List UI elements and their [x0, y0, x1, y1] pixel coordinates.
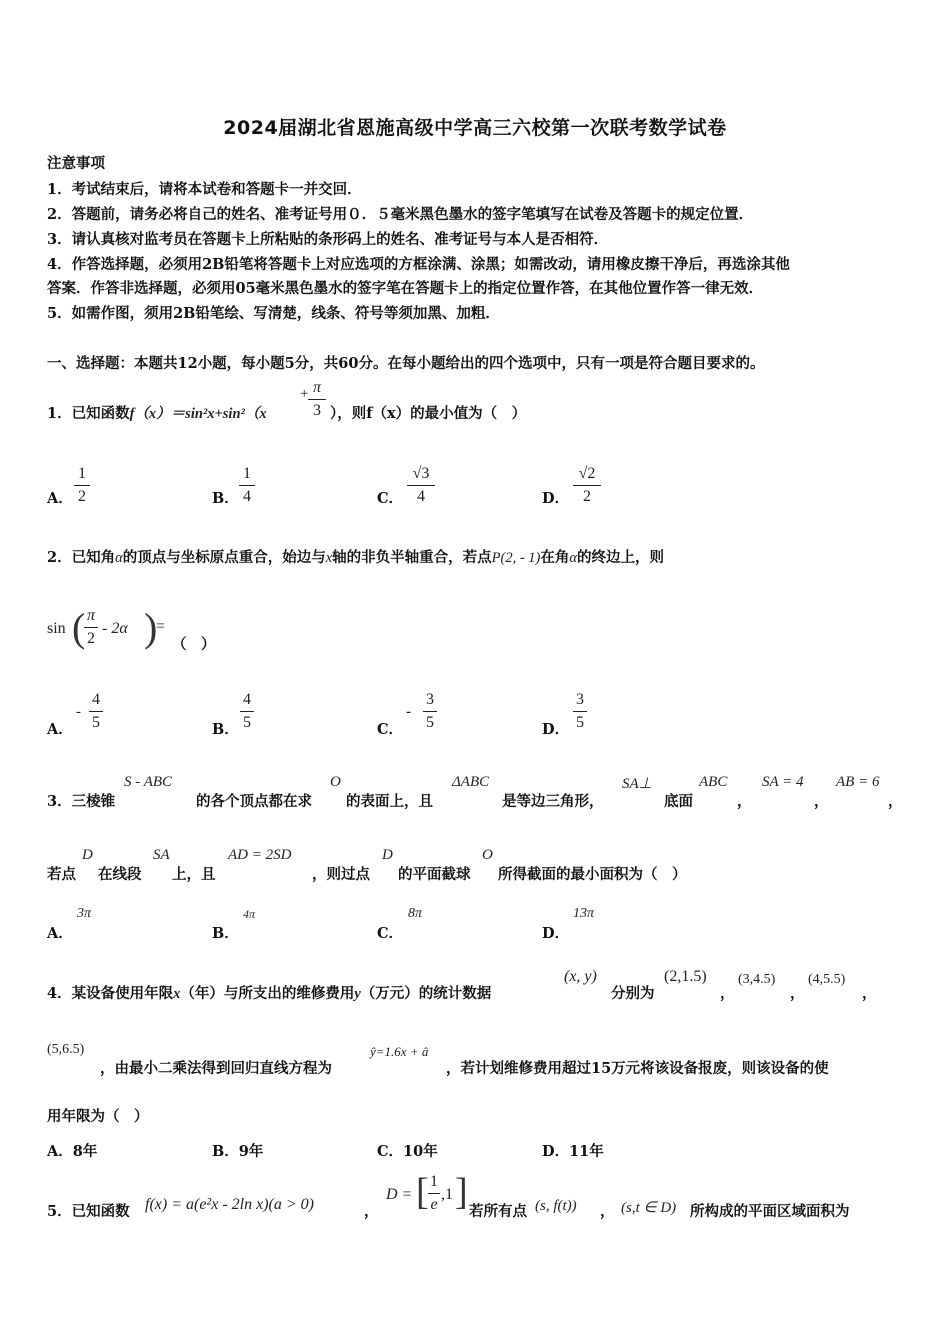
- q1-prefix: 1．已知函数: [47, 405, 130, 422]
- q1-three: 3: [313, 402, 321, 419]
- q3-option-c-label: C．: [377, 925, 404, 942]
- q3-base: ABC: [699, 774, 728, 790]
- q5-function: f(x) = a(e²x - 2ln x)(a > 0): [145, 1196, 314, 1213]
- q1-pi-over-3: [308, 378, 326, 421]
- q5-one-over-e: 1 e: [430, 1173, 438, 1213]
- q3-pyramid: S - ABC: [124, 774, 173, 790]
- q1-suffix: ），则f（x）的最小值为（ ）: [330, 405, 527, 422]
- q4-option-b: B．9年: [212, 1143, 264, 1160]
- q4-option-d: D．11年: [542, 1143, 604, 1160]
- notes-heading: 注意事项: [47, 155, 105, 172]
- q2-option-a-label: A．: [47, 721, 73, 738]
- q1-option-b-label: B．: [212, 490, 239, 507]
- q5-point: (s, f(t)): [535, 1198, 577, 1214]
- q2-blank: （ ）: [172, 636, 216, 653]
- page-title: 2024届湖北省恩施高级中学高三六校第一次联考数学试卷: [223, 117, 727, 139]
- q5-domain: D =: [386, 1186, 413, 1203]
- question-3: 3．三棱锥: [47, 793, 116, 810]
- q3-option-d-label: D．: [542, 925, 570, 942]
- point-p: P(2, - 1): [491, 550, 541, 566]
- note-item: 答案．作答非选择题，必须用05毫米黑色墨水的签字笔在答题卡上的指定位置作答，在其他位置作答一律无效．: [47, 280, 764, 297]
- q2-option-c-sign: -: [406, 704, 411, 720]
- note-item: 5．如需作图，须用2B铅笔绘、写清楚，线条、符号等须加黑、加粗．: [47, 305, 500, 322]
- q4-option-a: A．8年: [47, 1143, 98, 1160]
- q3-option-d-value: 13π: [573, 906, 595, 921]
- q3-option-b-label: B．: [212, 925, 239, 942]
- q3-ab-length: AB = 6: [836, 774, 880, 790]
- q1-option-a-value: 1 2: [74, 464, 90, 507]
- q2-equals: =: [156, 618, 166, 635]
- q2-sin: sin: [47, 620, 66, 637]
- q2-option-d-value: 3 5: [573, 690, 587, 733]
- q4-xy-pair: (x, y): [564, 968, 597, 985]
- question-2: 2．已知角α的顶点与坐标原点重合，始边与x轴的非负半轴重合，若点P(2, - 1)在角α的终边上，则: [47, 549, 664, 566]
- q3-option-c-value: 8π: [408, 906, 423, 921]
- q3-triangle: ΔABC: [452, 774, 490, 790]
- question-4: 4．某设备使用年限x（年）与所支出的维修费用y（万元）的统计数据: [47, 985, 492, 1002]
- note-item: 3．请认真核对监考员在答题卡上所粘贴的条形码上的姓名、准考证号与本人是否相符．: [47, 231, 609, 248]
- q3-perp: SA⊥: [622, 776, 652, 792]
- q2-option-c-value: 3 5: [423, 690, 437, 733]
- question-5: 5．已知函数: [47, 1203, 130, 1220]
- q4-data-point: (4,5.5): [808, 972, 846, 987]
- q2-option-c-label: C．: [377, 721, 404, 738]
- q1-plus: +: [300, 386, 309, 402]
- q3-option-a-value: 3π: [77, 906, 92, 921]
- q1-option-a-label: A．: [47, 490, 73, 507]
- q4-option-c: C．10年: [377, 1143, 438, 1160]
- note-item: 2．答题前，请务必将自己的姓名、准考证号用０．５毫米黑色墨水的签字笔填写在试卷及答题卡的规定位置．: [47, 206, 754, 223]
- q4-data-point: (3,4.5): [738, 972, 776, 987]
- exam-page: 2024届湖北省恩施高级中学高三六校第一次联考数学试卷 注意事项 1．考试结束后，请将本试卷和答题卡一并交回． 2．答题前，请务必将自己的姓名、准考证号用０．５毫米黑色墨水的签字笔填写在试卷及答题卡的规定位置． 3．请认真核对监考员在答题卡上所粘贴的条形码上的姓名、准考证号与本人是否相符． 4．作答选择题，必须用2B铅笔将答题卡上对应选项的方框涂满、涂黑；如需改动，请用橡皮擦干净后，再选涂其他 答案．作答非选择题，必须用05毫米黑色墨水的签字笔在答题卡上的指定位置作答，在其他位置作答一律无效． 5．如需作图，须用2B铅笔绘、写清楚，线条、符号等须加黑、加粗． 一、选择题：本题共12小题，每小题5分，共60分。在每小题给出的四个选项中，只有一项是符合题目要求的。 1．已知函数f（x）＝sin²x+sin²（x π 3 + ），则f（x）的最小值为（ ） A． 1 2 B． 1 4 C． √3 4 D． √2 2 2．已知角α的顶点与坐标原点重合，始边与x轴的非负半轴重合，若点P(2, - 1)在角α的终边上，则 sin ( π 2 - 2α ) = （ ） A． - 4 5 B． 4 5 C． - 3 5 D． 3 5 3．三棱锥 S - ABC 的各个顶点都在求 O 的表面上，且 ΔABC 是等边三角形， SA⊥ 底面 ABC ， SA = 4 ， AB = 6 ， 若点 D 在线段 SA 上，且 AD = 2SD ，则过点 D 的平面截球 O 所得截面的最小面积为（ ） A． 3π B． 4π C． 8π D． 13π 4．某设备使用年限x（年）与所支出的维修费用y（万元）的统计数据 (x, y) 分别为 (2,1.5) ， (3,4.5) ， (4,5.5) ， (5,6.5) ，由最小二乘法得到回归直线方程为 ŷ=1.6x + â ，若计划维修费用超过15万元将该设备报废，则该设备的使 用年限为（ ） A．8年 B．9年 C．10年 D．11年 5．已知函数 f(x) = a(e²x - 2ln x)(a > 0) ， D = [ 1 e ,1 ] 若所有点 (s, f(t)) ， (s,t ∈ D) 所构成的平面区域面积为: [0, 0, 950, 1344]
- q5-condition: (s,t ∈ D): [621, 1200, 677, 1216]
- question-1: [47, 402, 267, 423]
- q1-option-c-value: √3 4: [407, 464, 435, 507]
- q3-option-a-label: A．: [47, 925, 73, 942]
- q3-sa-length: SA = 4: [762, 774, 804, 790]
- q3-option-b-value: 4π: [243, 907, 256, 921]
- q2-option-a-value: 4 5: [89, 690, 103, 733]
- alpha-symbol: α: [115, 550, 123, 566]
- q1-function: f（x）＝sin²x+sin²（x: [129, 406, 267, 422]
- q1-option-b-value: 1 4: [239, 464, 255, 507]
- q2-option-d-label: D．: [542, 721, 570, 738]
- q2-minus-2alpha: - 2α: [102, 620, 128, 637]
- q3-sphere-o: O: [330, 774, 341, 790]
- q1-option-c-label: C．: [377, 490, 404, 507]
- q1-option-d-value: √2 2: [573, 464, 601, 507]
- q3-ad-ratio: AD = 2SD: [228, 847, 292, 863]
- note-item: 4．作答选择题，必须用2B铅笔将答题卡上对应选项的方框涂满、涂黑；如需改动，请用橡皮擦干净后，再选涂其他: [47, 256, 790, 273]
- q2-pi-over-2: π 2: [84, 606, 98, 649]
- q2-option-b-value: 4 5: [240, 690, 254, 733]
- q2-option-b-label: B．: [212, 721, 239, 738]
- q1-pi: π: [312, 379, 321, 396]
- note-item: 1．考试结束后，请将本试卷和答题卡一并交回．: [47, 181, 362, 198]
- q1-option-d-label: D．: [542, 490, 570, 507]
- section-heading: 一、选择题：本题共12小题，每小题5分，共60分。在每小题给出的四个选项中，只有一项是符合题目要求的。: [47, 355, 765, 372]
- q2-option-a-sign: -: [76, 704, 81, 720]
- q4-data-point: (2,1.5): [664, 968, 707, 985]
- q4-data-point: (5,6.5): [47, 1042, 85, 1057]
- q4-regression-equation: ŷ=1.6x + â: [370, 1044, 429, 1059]
